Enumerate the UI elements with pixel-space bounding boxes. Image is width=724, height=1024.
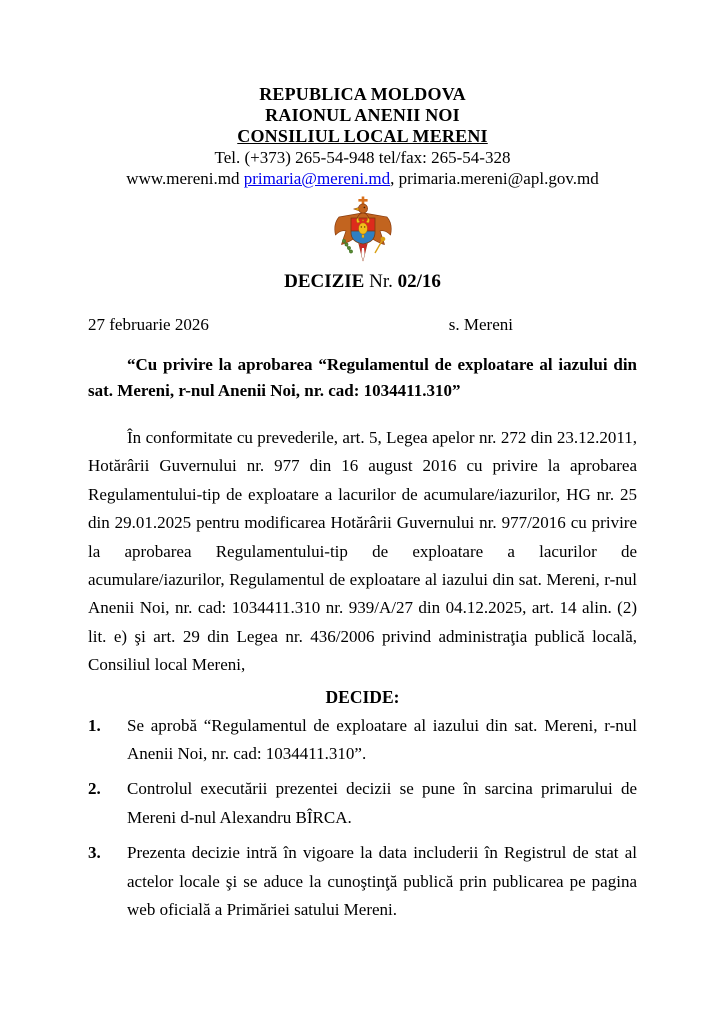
- title-word: DECIZIE: [284, 271, 365, 292]
- decision-item-1-number: 1.: [88, 715, 101, 735]
- title-nr-label: Nr.: [369, 271, 393, 292]
- decide-heading: DECIDE:: [325, 686, 400, 707]
- decision-item-2: [88, 775, 637, 832]
- email-link[interactable]: primaria@mereni.md: [243, 169, 391, 188]
- decision-subject: “Cu privire la aprobarea “Regulamentul de exploatare al iazului din sat. Mereni, r-nul Anenii Noi, nr. cad: 1034411.310”: [88, 355, 637, 400]
- title-number: 02/16: [397, 271, 441, 292]
- decision-item-3-text: Prezenta decizie intră în vigoare la data includerii în Registrul de stat al actelor locale şi se aduce la cunoştinţă publică prin publicarea pe pagina web oficială a Primăriei satului Mereni.: [127, 843, 637, 920]
- document-content: [88, 0, 637, 925]
- decision-preamble: În conformitate cu prevederile, art. 5, Legea apelor nr. 272 din 23.12.2011, Hotărârii Guvernului nr. 977 din 16 august 2016 cu privire la aprobarea Regulamentului-tip de exploatare a lacurilor de acumulare/iazurilor, HG nr. 25 din 29.01.2025 pentru modificarea Hotărârii Guvernului nr. 977/2016 cu privire la aprobarea Regulamentului-tip de exploatare a lacurilor de acumulare/iazurilor, Regulamentul de exploatare al iazului din sat. Mereni, r-nul Anenii Noi, nr. cad: 1034411.310 nr. 939/A/27 din 04.12.2025, art. 14 alin. (2) lit. e) şi art. 29 din Legea nr. 436/2006 privind administraţia publică locală, Consiliul local Mereni,: [88, 428, 637, 675]
- letterhead-phone: Tel. (+373) 265-54-948 tel/fax: 265-54-328: [214, 148, 511, 167]
- document-title: [88, 271, 637, 293]
- decision-item-2-text: Controlul executării prezentei decizii se pune în sarcina primarului de Mereni d-nul Alexandru BÎRCA.: [127, 779, 637, 827]
- decision-date: 27 februarie 2026: [88, 315, 209, 334]
- decision-item-1: [88, 712, 637, 769]
- letterhead-web-email-line: [88, 168, 637, 189]
- decision-item-3-number: 3.: [88, 843, 101, 863]
- moldova-coat-of-arms-icon: [330, 196, 396, 264]
- email-secondary: primaria.mereni@apl.gov.md: [398, 169, 599, 188]
- decision-item-2-number: 2.: [88, 779, 101, 799]
- dateline: [88, 314, 637, 335]
- website-text: www.mereni.md: [126, 169, 240, 188]
- decision-item-1-text: Se aprobă “Regulamentul de exploatare al iazului din sat. Mereni, r-nul Anenii Noi, nr. cad: 1034411.310”.: [127, 715, 637, 764]
- letterhead-district: RAIONUL ANENII NOI: [265, 105, 460, 125]
- letterhead: [88, 0, 637, 189]
- decision-list: [88, 712, 637, 925]
- letterhead-council: CONSILIUL LOCAL MERENI: [237, 126, 488, 146]
- decision-item-3: [88, 839, 637, 924]
- decision-place: s. Mereni: [448, 315, 513, 334]
- email-separator: ,: [390, 169, 399, 188]
- letterhead-country: REPUBLICA MOLDOVA: [259, 84, 466, 104]
